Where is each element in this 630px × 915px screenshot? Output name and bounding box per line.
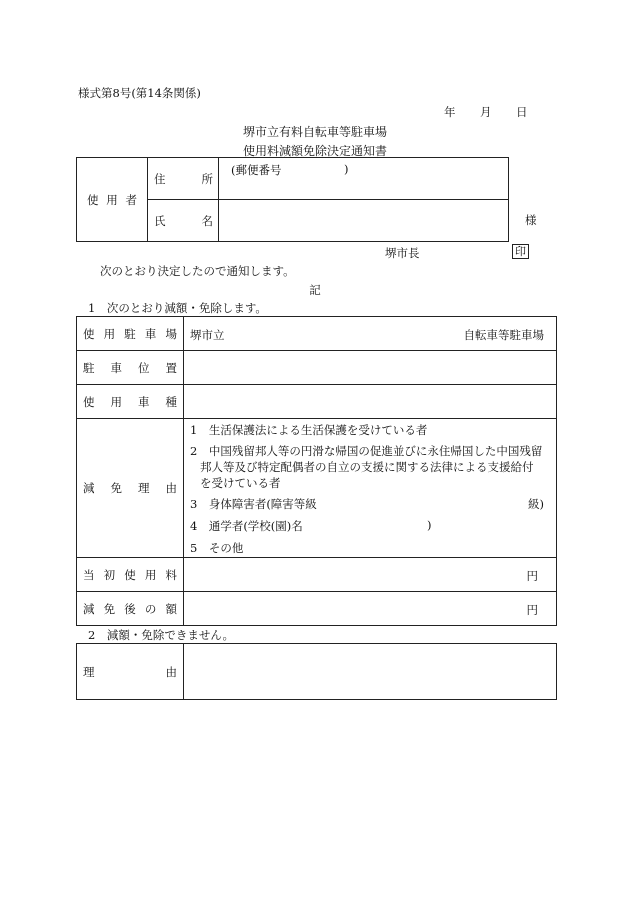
address-label: 住 所 [148, 158, 219, 200]
after-fee-field[interactable] [184, 592, 557, 626]
form-number: 様式第8号(第14条関係) [78, 86, 201, 100]
section2-title: 2 減額・免除できません。 [88, 628, 235, 642]
parking-suffix: 自転車等駐車場 [463, 328, 544, 342]
reason-options [184, 419, 557, 558]
document-title-line2: 使用料減額免除決定通知書 [242, 144, 387, 158]
initial-fee-label: 当 初 使 用 料 [77, 558, 184, 592]
name-label: 氏 名 [148, 200, 219, 242]
reason-option-1[interactable]: 1 生活保護法による生活保護を受けている者 [190, 423, 428, 437]
after-fee-label: 減 免 後 の 額 [77, 592, 184, 626]
location-label: 駐 車 位 置 [77, 351, 184, 385]
postal-close: ) [344, 162, 349, 176]
reason-option-4[interactable]: 4 通学者(学校(園)名 [190, 519, 303, 533]
parking-field[interactable] [184, 317, 557, 351]
details-table [76, 316, 557, 626]
vehicle-field[interactable] [184, 385, 557, 419]
date-year: 年 [444, 105, 456, 119]
initial-fee-yen: 円 [526, 569, 538, 583]
name-field[interactable] [219, 200, 509, 242]
date-month: 月 [480, 105, 492, 119]
reason-option-3-close: 級) [528, 497, 544, 511]
reason-option-3[interactable]: 3 身体障害者(障害等級 [190, 497, 317, 511]
location-field[interactable] [184, 351, 557, 385]
issuer: 堺市長 [385, 246, 420, 260]
reason2-field[interactable] [184, 644, 557, 700]
notice-text: 次のとおり決定したので通知します。 [100, 264, 295, 278]
after-fee-yen: 円 [526, 603, 538, 617]
ki-heading: 記 [309, 283, 321, 297]
user-table [76, 157, 509, 242]
reason-option-2-cont1: 邦人等及び特定配偶者の自立の支援に関する法律による支援給付 [200, 460, 534, 474]
reason2-table [76, 643, 557, 700]
user-group-label: 使 用 者 [77, 158, 148, 242]
parking-label: 使 用 駐 車 場 [77, 317, 184, 351]
reason-option-4-close: ) [427, 518, 432, 532]
section1-title: 1 次のとおり減額・免除します。 [88, 301, 267, 315]
reason2-label: 理 由 [77, 644, 184, 700]
reason-option-2[interactable]: 2 中国残留邦人等の円滑な帰国の促進並びに永住帰国した中国残留 [190, 444, 543, 458]
reason-option-5[interactable]: 5 その他 [190, 541, 244, 555]
postal-label: (郵便番号 [231, 163, 282, 177]
parking-prefix: 堺市立 [190, 328, 225, 342]
address-field[interactable] [219, 158, 509, 200]
seal-mark: 印 [512, 244, 529, 259]
initial-fee-field[interactable] [184, 558, 557, 592]
vehicle-label: 使 用 車 種 [77, 385, 184, 419]
date-day: 日 [516, 105, 528, 119]
reason-option-2-cont2: を受けている者 [200, 476, 281, 490]
honorific: 様 [525, 213, 537, 227]
reason-label: 減 免 理 由 [77, 419, 184, 558]
document-title-line1: 堺市立有料自転車等駐車場 [242, 125, 387, 139]
